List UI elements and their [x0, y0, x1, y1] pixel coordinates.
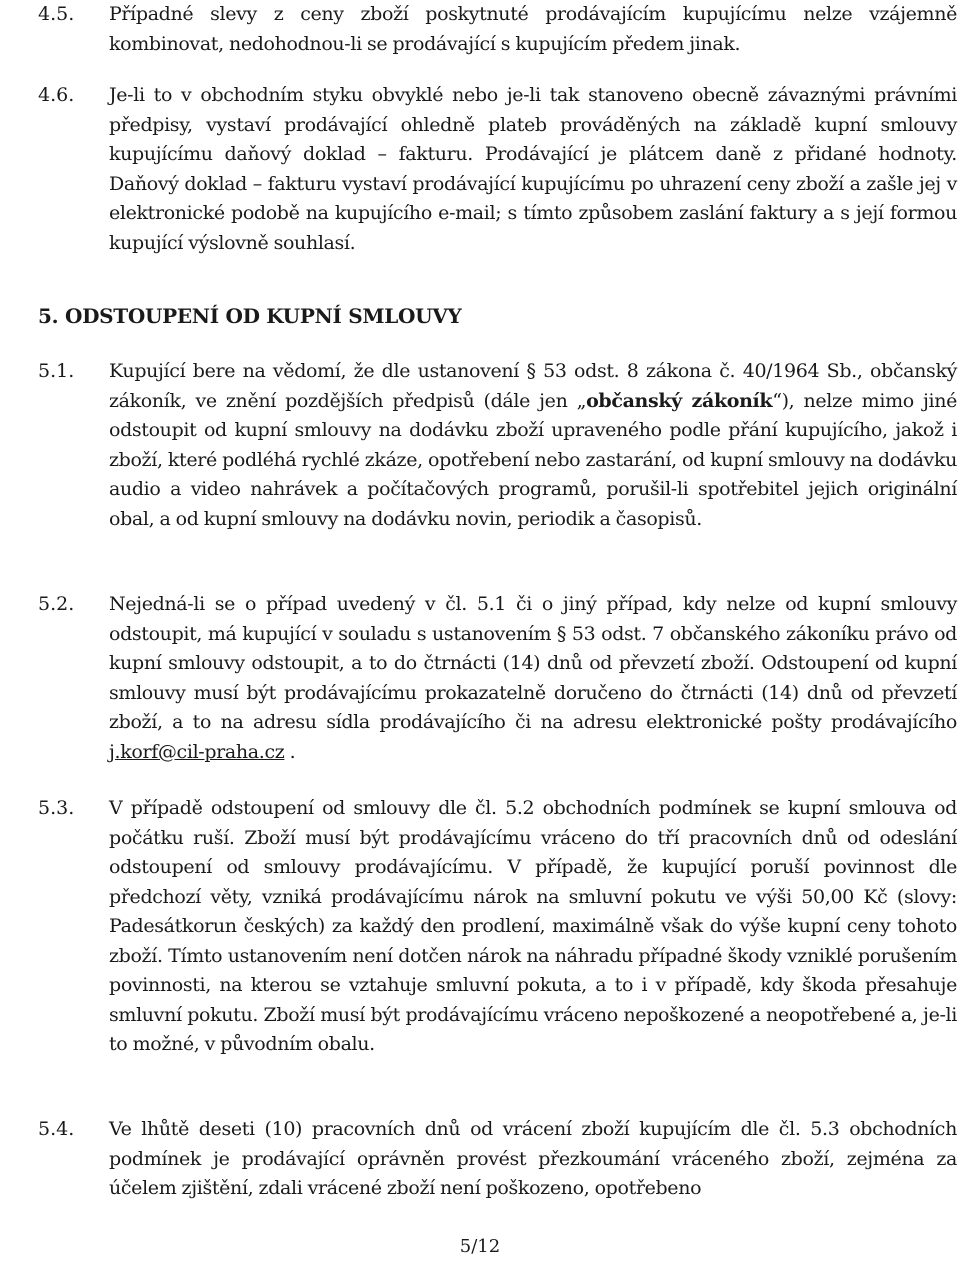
clause-text-before: Kupující bere na vědomí, že dle ustanovení § 53 odst. 8 zákona č. 40/1964 Sb., občanský zákoník, ve znění pozdějších předpisů (dále jen „ — [109, 360, 957, 412]
clause-number: 5.3. — [38, 797, 75, 819]
clause-number: 5.4. — [38, 1118, 75, 1140]
clause-number: 4.5. — [38, 3, 75, 25]
section-heading-5: 5. ODSTOUPENÍ OD KUPNÍ SMLOUVY — [38, 304, 462, 328]
clause-text-after: . — [284, 740, 296, 763]
clause-text: V případě odstoupení od smlouvy dle čl. 5.2 obchodních podmínek se kupní smlouva od počátku ruší. Zboží musí být prodávajícímu vráceno do tří pracovních dnů od odeslání odstoupení od smlouvy prodávajícímu. V případě, že kupující poruší povinnost dle předchozí věty, vzniká prodávajícímu nárok na smluvní pokutu ve výši 50,00 Kč (slovy: Padesátkorun českých) za každý den prodlení, maximálně však do výše kupní ceny tohoto zboží. Tímto ustanovením není dotčen nárok na náhradu případné škody vzniklé porušením povinnosti, na kterou se vztahuje smluvní pokuta, a to i v případě, kdy škoda přesahuje smluvní pokutu. Zboží musí být prodávajícímu vráceno nepoškozené a neopotřebené a, je-li to možné, v původním obalu. — [109, 797, 957, 1055]
clause-number: 5.1. — [38, 360, 75, 382]
clause-text-after: “), nelze mimo jiné odstoupit od kupní smlouvy na dodávku zboží upraveného podle přání kupujícího, jakož i zboží, které podléhá rychlé zkáze, opotřebení nebo zastarání, od kupní smlouvy na dodávku audio a video nahrávek a počítačových programů, porušil-li spotřebitel jejich originální obal, a od kupní smlouvy na dodávku novin, periodik a časopisů. — [109, 389, 958, 530]
clause-text: Ve lhůtě deseti (10) pracovních dnů od vrácení zboží kupujícím dle čl. 5.3 obchodních podmínek je prodávající oprávněn provést přezkoumání vráceného zboží, zejména za účelem zjištění, zdali vrácené zboží není poškozeno, opotřebeno — [109, 1118, 957, 1199]
defined-term: občanský zákoník — [586, 389, 773, 412]
clause-number: 4.6. — [38, 84, 75, 106]
clause-text — [109, 590, 957, 767]
clause-text — [109, 357, 957, 534]
page-number: 5/12 — [459, 1236, 501, 1257]
clause-text: Je-li to v obchodním styku obvyklé nebo je-li tak stanoveno obecně závaznými právními předpisy, vystaví prodávající ohledně plateb prováděných na základě kupní smlouvy kupujícímu daňový doklad – fakturu. Prodávající je plátcem daně z přidané hodnoty. Daňový doklad – fakturu vystaví prodávající kupujícímu po uhrazení ceny zboží a zašle jej v elektronické podobě na kupujícího e-mail; s tímto způsobem zaslání faktury a s její formou kupující výslovně souhlasí. — [109, 84, 957, 254]
clause-text: Případné slevy z ceny zboží poskytnuté prodávajícím kupujícímu nelze vzájemně kombinovat, nedohodnou-li se prodávající s kupujícím předem jinak. — [109, 3, 957, 55]
clause-text-before: Nejedná-li se o případ uvedený v čl. 5.1 či o jiný případ, kdy nelze od kupní smlouvy odstoupit, má kupující v souladu s ustanovením § 53 odst. 7 občanského zákoníku právo od kupní smlouvy odstoupit, a to do čtrnácti (14) dnů od převzetí zboží. Odstoupení od kupní smlouvy musí být prodávajícímu prokazatelně doručeno do čtrnácti (14) dnů od převzetí zboží, a to na adresu sídla prodávajícího či na adresu elektronické pošty prodávajícího — [109, 593, 957, 733]
email-link[interactable]: j.korf@cil-praha.cz — [109, 740, 285, 763]
clause-number: 5.2. — [38, 593, 75, 615]
